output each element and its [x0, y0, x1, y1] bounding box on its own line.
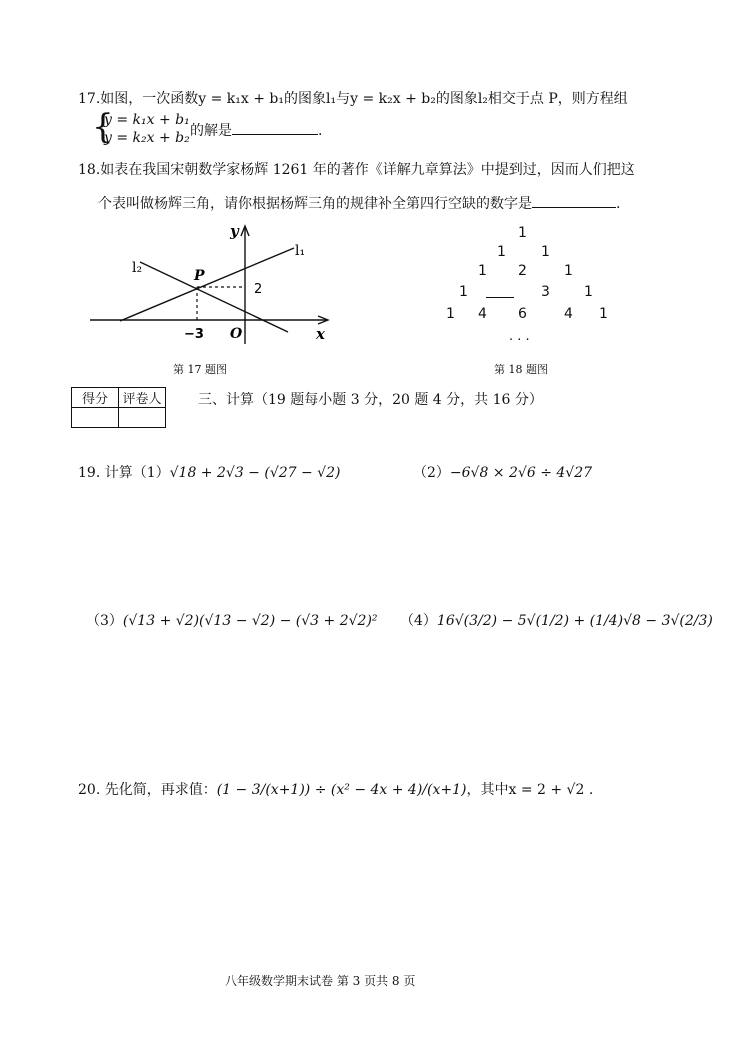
- q19-row2-right: [400, 610, 713, 630]
- tri-r4-blank[interactable]: [486, 297, 514, 298]
- brace: {: [92, 107, 114, 147]
- tri-r5-c1: 1: [446, 306, 455, 322]
- tri-r4-c4: 1: [584, 284, 593, 300]
- tri-r3-c1: 1: [478, 263, 487, 279]
- tri-r4-c1: 1: [459, 284, 468, 300]
- page-footer: 八年级数学期末试卷 第 3 页共 8 页: [225, 974, 416, 988]
- answer-blank-18[interactable]: [532, 193, 616, 208]
- caption-18: 第 18 题图: [494, 363, 548, 376]
- score-table: [71, 387, 166, 428]
- origin-label: O: [230, 326, 243, 342]
- q19-part1: √18 + 2√3 − (√27 − √2): [169, 465, 341, 481]
- tri-ellipsis: · · ·: [509, 333, 530, 348]
- x-label: x: [316, 325, 325, 343]
- q20-expr: (1 − 3/(x+1)) ÷ (x² − 4x + 4)/(x+1): [216, 782, 467, 798]
- q19-row1: [78, 462, 340, 482]
- q17-answer: [190, 120, 322, 140]
- line-l2: [140, 262, 288, 332]
- tri-r3-c2: 2: [518, 263, 527, 279]
- l2-label: l₂: [132, 260, 143, 276]
- system-eq1: y = k₁x + b₁: [104, 112, 190, 128]
- tri-r4-c3: 3: [541, 284, 550, 300]
- q19-label: 19. 计算（1）: [78, 465, 170, 481]
- q18-line2: 个表叫做杨辉三角，请你根据杨辉三角的规律补全第四行空缺的数字是: [98, 196, 532, 212]
- answer-blank-17[interactable]: [232, 120, 318, 135]
- score-header: 得分: [72, 388, 119, 408]
- q18-line1: 18.如表在我国宋朝数学家杨辉 1261 年的著作《详解九章算法》中提到过，因而人们把这: [78, 162, 635, 178]
- y-mark-label: 2: [254, 282, 263, 297]
- tri-r5-c4: 4: [564, 306, 573, 322]
- q19-part4: 16√(3/2) − 5√(1/2) + (1/4)√8 − 3√(2/3): [436, 613, 713, 629]
- q19-part2: −6√8 × 2√6 ÷ 4√27: [449, 465, 593, 481]
- tri-r5-c3: 6: [518, 306, 527, 322]
- tri-r3-c3: 1: [564, 263, 573, 279]
- grader-header: 评卷人: [119, 388, 166, 408]
- q18-end: .: [616, 196, 621, 212]
- q17-text: 17.如图，一次函数y = k₁x + b₁的图象l₁与y = k₂x + b₂的图象l₂相交于点 P，则方程组: [78, 91, 628, 107]
- q19-part2-label: （2）: [413, 465, 450, 481]
- q19-part3-label: （3）: [86, 613, 123, 629]
- q19-part4-label: （4）: [400, 613, 437, 629]
- l1-label: l₁: [295, 243, 306, 259]
- score-cell[interactable]: [72, 408, 119, 428]
- q20-label: 20. 先化简，再求值：: [78, 782, 217, 798]
- section3-title: 三、计算（19 题每小题 3 分，20 题 4 分，共 16 分）: [198, 392, 543, 408]
- system-eq2: y = k₂x + b₂: [104, 130, 190, 146]
- q19-part3: (√13 + √2)(√13 − √2) − (√3 + 2√2)²: [122, 613, 378, 629]
- figure-17: [88, 222, 336, 350]
- grader-cell[interactable]: [119, 408, 166, 428]
- q19-row1-right: [413, 462, 592, 482]
- line-l1: [120, 248, 294, 321]
- q19-row2: [86, 610, 378, 630]
- y-label: y: [230, 222, 239, 240]
- tri-r5-c2: 4: [478, 306, 487, 322]
- tri-r2-c2: 1: [541, 244, 550, 260]
- tri-r1-c1: 1: [518, 225, 527, 241]
- q17-suffix: 的解是: [190, 123, 232, 139]
- x-mark-label: −3: [184, 327, 204, 342]
- caption-17: 第 17 题图: [173, 363, 227, 376]
- p-label: P: [194, 268, 205, 284]
- q17-end: .: [318, 123, 323, 139]
- tri-r5-c5: 1: [599, 306, 608, 322]
- tri-r2-c1: 1: [497, 244, 506, 260]
- q18-line2-wrap: [98, 193, 620, 213]
- q20-row: [78, 779, 593, 799]
- q20-cond: ，其中x = 2 + √2 .: [466, 782, 594, 798]
